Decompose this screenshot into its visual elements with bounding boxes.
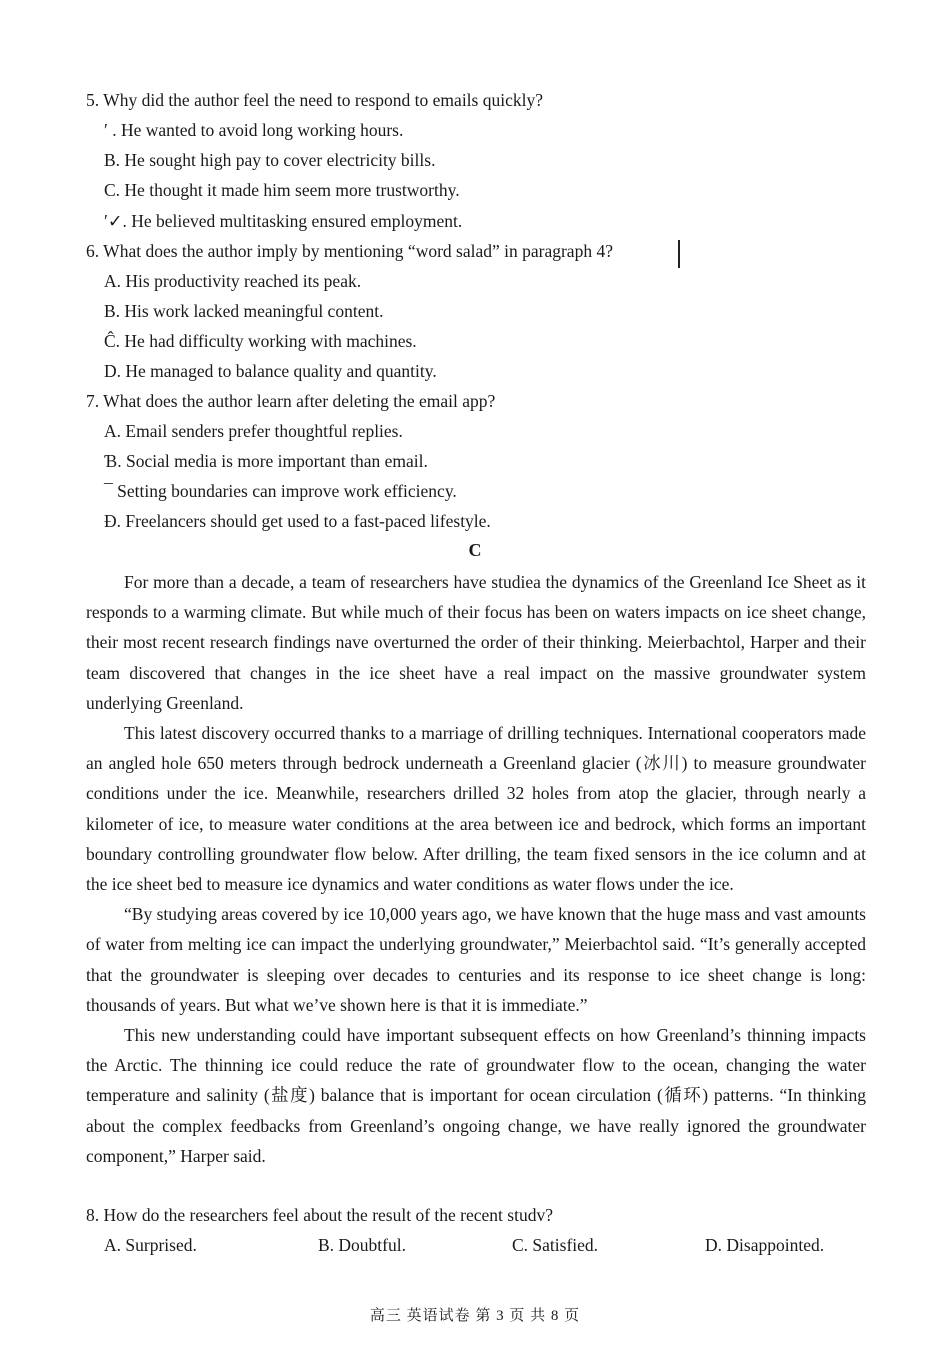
q8-stem: 8. How do the researchers feel about the result of the recent studv? (86, 1205, 553, 1225)
passage-paragraph-2: This latest discovery occurred thanks to a marriage of drilling techniques. International cooperators made an angled hole 650 meters through bedrock underneath a Greenland glacier (冰川) to measure groundwater conditions under the ice. Meanwhile, researchers drilled 32 holes from atop the glacier, through nearly a kilometer of ice, to measure water conditions at the area between ice and bedrock, which forms an important boundary controlling groundwater flow below. After drilling, the team fixed sensors in the ice column and at the ice sheet bed to measure ice dynamics and water conditions as water flows under the ice. (86, 723, 866, 895)
q6-stem: 6. What does the author imply by mentioning “word salad” in paragraph 4? (86, 241, 613, 261)
q6-option-d: D. He managed to balance quality and quantity. (104, 361, 437, 381)
q7-option-b: Ɓ. Social media is more important than email. (104, 451, 428, 471)
passage-paragraph-1: For more than a decade, a team of researchers have studiea the dynamics of the Greenland Ice Sheet as it responds to a warming climate. But while much of their focus has been on waters impacts on ice sheet change, their most recent research findings nave overturned the order of their thinking. Meierbachtol, Harper and their team discovered that changes in the ice sheet have a real impact on the massive groundwater system underlying Greenland. (86, 572, 866, 713)
q6-option-a: A. His productivity reached its peak. (104, 271, 362, 291)
passage-paragraph-4: This new understanding could have important subsequent effects on how Greenland’s thinning impacts the Arctic. The thinning ice could reduce the rate of groundwater flow to the ocean, changing the water temperature and salinity (盐度) balance that is important for ocean circulation (循环) patterns. “In thinking about the complex feedbacks from Greenland’s ongoing change, we have really ignored the groundwater component,” Harper said. (86, 1025, 866, 1166)
page-footer: 高三 英语试卷 第 3 页 共 8 页 (369, 1308, 581, 1324)
q7-option-a: A. Email senders prefer thoughtful replies. (104, 421, 403, 441)
q5-option-a: ′ . He wanted to avoid long working hours. (104, 120, 404, 140)
q6-option-c: Ĉ. He had difficulty working with machines. (104, 331, 417, 351)
q5-stem: 5. Why did the author feel the need to respond to emails quickly? (86, 90, 543, 110)
q7-option-c: ¯ Setting boundaries can improve work efficiency. (104, 481, 457, 501)
q5-option-b: B. He sought high pay to cover electricity bills. (104, 150, 436, 170)
q8-option-d: D. Disappointed. (705, 1235, 825, 1255)
q6-option-b: B. His work lacked meaningful content. (104, 301, 384, 321)
q8-option-b: B. Doubtful. (318, 1235, 406, 1255)
section-heading: C (468, 540, 482, 560)
q8-option-c: C. Satisfied. (512, 1235, 599, 1255)
q5-option-d: ′✓. He believed multitasking ensured employment. (104, 211, 463, 231)
q7-option-d: Đ. Freelancers should get used to a fast-paced lifestyle. (104, 511, 491, 531)
passage-paragraph-3: “By studying areas covered by ice 10,000 years ago, we have known that the huge mass and vast amounts of water from melting ice can impact the underlying groundwater,” Meierbachtol said. “It’s generally accepted that the groundwater is sleeping over decades to centuries and its response to ice sheet change is long: thousands of years. But what we’ve shown here is that it is immediate.” (86, 904, 866, 1015)
pen-mark-icon (678, 240, 680, 268)
q7-stem: 7. What does the author learn after deleting the email app? (86, 391, 496, 411)
passage-c (86, 567, 866, 1171)
q8-option-a: A. Surprised. (104, 1235, 197, 1255)
q5-option-c: C. He thought it made him seem more trustworthy. (104, 180, 460, 200)
